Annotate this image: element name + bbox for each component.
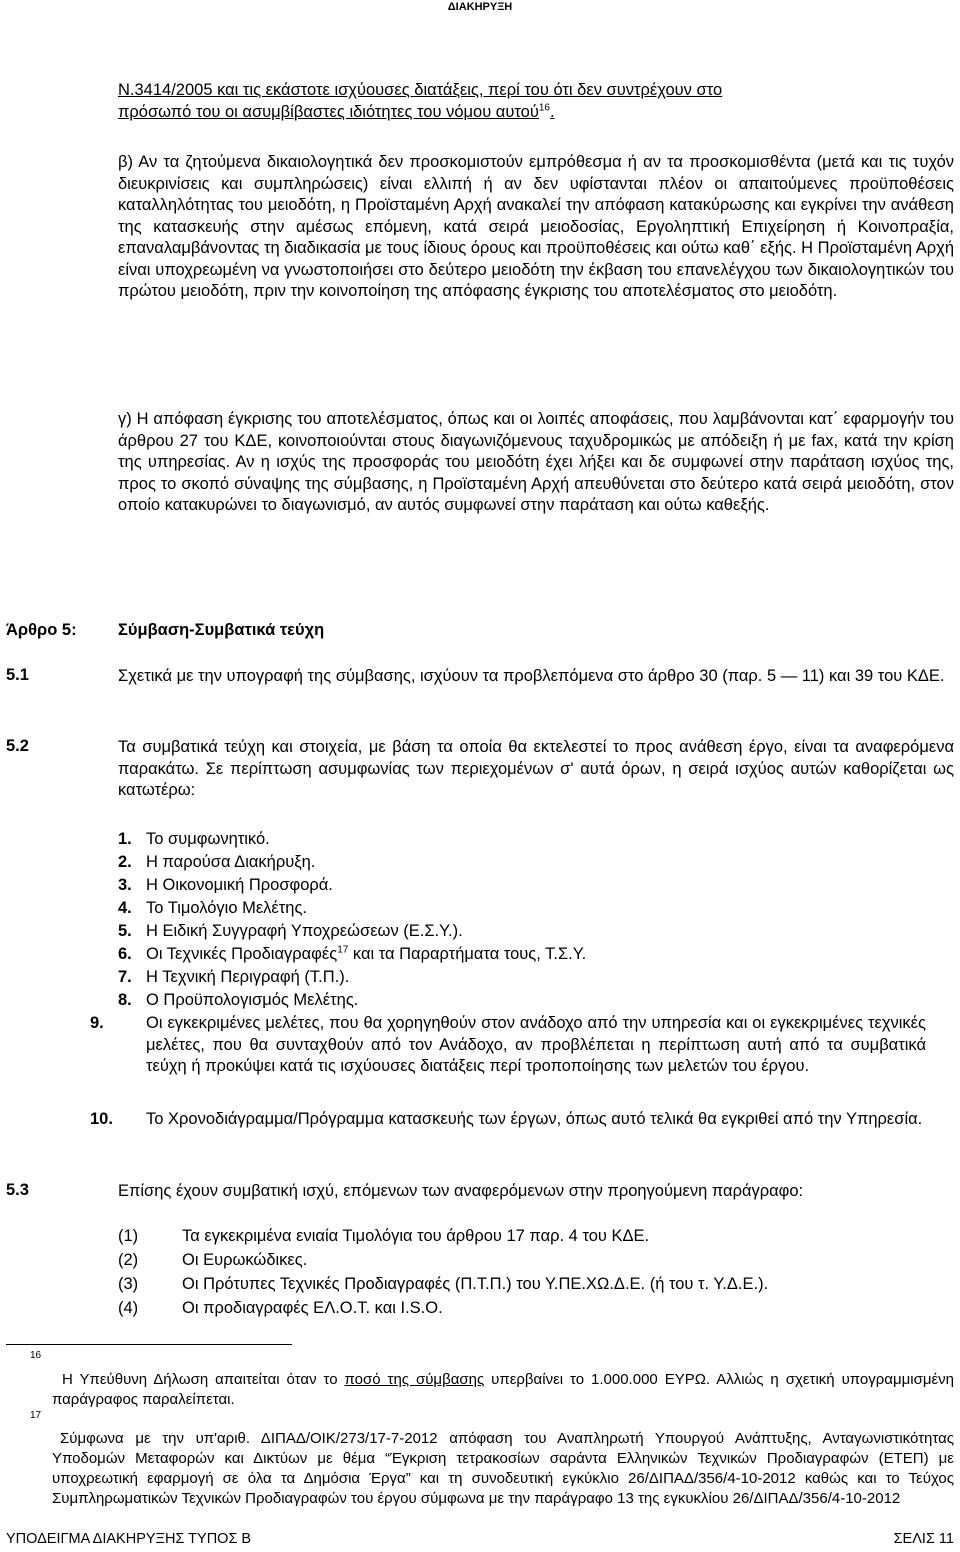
section-5-1-number: 5.1 (6, 666, 29, 684)
list-item: (2) Οι Ευρωκώδικες. (118, 1251, 308, 1269)
list-item: 5. Η Ειδική Συγγραφή Υποχρεώσεων (Ε.Σ.Υ.). (118, 922, 463, 940)
footnote-ref-17[interactable]: 17 (337, 944, 349, 956)
header-title: ΔΙΑΚΗΡΥΞΗ (447, 1, 513, 13)
list-item: 8. Ο Προϋπολογισμός Μελέτης. (118, 991, 359, 1009)
footnote-17: Σύμφωνα με την υπ'αριθ. ΔΙΠΑΔ/ΟΙΚ/273/17-7-2012 απόφαση του Αναπληρωτή Υπουργού Ανάπτυξης, Ανταγωνιστικότητας Υποδομών Μεταφορών και Δικτύων με θέμα “Έγκριση τετρακοσίων σαράντα Ελληνικών Τεχνικών Προδιαγραφών (ΕΤΕΠ) με υποχρεωτική εφαρμογή σε όλα τα Δημόσια Έργα” και τη συνοδευτική εγκύκλιο 26/ΔΙΠΑΔ/356/4-10-2012 καθώς και το Τεύχος Συμπληρωματικών Τεχνικών Προδιαγραφών του έργου σύμφωνα με την παράγραφο 13 της εγκυκλίου 26/ΔΙΠΑΔ/356/4-10-2012 (52, 1430, 954, 1507)
footer-left: ΥΠΟΔΕΙΓΜΑ ΔΙΑΚΗΡΥΞΗΣ ΤΥΠΟΣ Β (6, 1531, 252, 1547)
footnote-separator (6, 1344, 292, 1345)
list-item: (4) Οι προδιαγραφές ΕΛ.Ο.Τ. και I.S.O. (118, 1299, 443, 1317)
paragraph-c: γ) Η απόφαση έγκρισης του αποτελέσματος, όπως και οι λοιπές αποφάσεις, που λαμβάνονται κατ΄ εφαρμογήν του άρθρου 27 του ΚΔΕ, κοινοποιούνται στους διαγωνιζόμενους ταχυδρομικώς με απόδειξη ή με fax, κατά την κρίση της υπηρεσίας. Αν η ισχύς της προσφοράς του μειοδότη έχει λήξει και δε συμφωνεί στην παράταση ισχύος της, προς το σκοπό σύναψης της σύμβασης, η Προϊσταμένη Αρχή απευθύνεται στο δεύτερο κατά σειρά μειοδότη, στον οποίο κατακυρώνει το διαγωνισμό, αν αυτός συμφωνεί στην παράταση και ούτω καθεξής. (118, 410, 954, 514)
list-item: (1) Τα εγκεκριμένα ενιαία Τιμολόγια του άρθρου 17 παρ. 4 του ΚΔΕ. (118, 1227, 650, 1245)
footnote-ref-16[interactable]: 16 (538, 102, 550, 113)
footer-page-number: ΣΕΛΙΣ 11 (893, 1531, 954, 1547)
section-5-2-number: 5.2 (6, 737, 29, 755)
list-item: 6. Οι Τεχνικές Προδιαγραφές$^{17}$ και τα Παραρτήματα τους, Τ.Σ.Υ. (118, 944, 587, 963)
section-5-1-text: Σχετικά με την υπογραφή της σύμβασης, ισχύουν τα προβλεπόμενα στο άρθρο 30 (παρ. 5 — 11) και 39 του ΚΔΕ. (118, 667, 945, 685)
section-5-2-text: Τα συμβατικά τεύχη και στοιχεία, με βάση τα οποία θα εκτελεστεί το προς ανάθεση έργο, είναι τα αναφερόμενα παρακάτω. Σε περίπτωση ασυμφωνίας των περιεχομένων σ' αυτά όρων, η σειρά ισχύος αυτών καθορίζεται ως κατωτέρω: (118, 738, 954, 799)
paragraph-a-tail: Ν.3414/2005 και τις εκάστοτε ισχύουσες διατάξεις, περί του ότι δεν συντρέχουν στο πρόσωπό του οι ασυμβίβαστες ιδιότητες του νόμου αυτού$^{16}$. (118, 81, 723, 121)
para-a-line2: πρόσωπό του οι ασυμβίβαστες ιδιότητες του νόμου αυτού (118, 102, 539, 121)
page-header (0, 0, 960, 14)
list-item: 3. Η Οικονομική Προσφορά. (118, 876, 333, 894)
paragraph-b: β) Αν τα ζητούμενα δικαιολογητικά δεν προσκομιστούν εμπρόθεσμα ή αν τα προσκομισθέντα (μετά και τις τυχόν διευκρινίσεις και συμπληρώσεις) είναι ελλιπή ή αν δεν υφίστανται πλέον οι απαιτούμενες προϋποθέσεις καταλληλότητας του μειοδότη, η Προϊσταμένη Αρχή ανακαλεί την απόφαση κατακύρωσης και εγκρίνει την ανάθεση της κατασκευής στην αμέσως επόμενη, κατά σειρά μειοδοσίας, Εργοληπτική Επιχείρηση ή Κοινοπραξία, επαναλαμβάνοντας τη διαδικασία με τους ίδιους όρους και προϋποθέσεις και ούτω καθ΄ εξής. Η Προϊσταμένη Αρχή είναι υποχρεωμένη να γνωστοποιήσει στο δεύτερο μειοδότη την έκβαση του επανελέγχου των δικαιολογητικών του πρώτου μειοδότη, πριν την κοινοποίηση της απόφασης έγκρισης του αποτελέσματος στο μειοδότη. (118, 153, 954, 300)
footnote-16: Η Υπεύθυνη Δήλωση απαιτείται όταν το ποσό της σύμβασης υπερβαίνει το 1.000.000 ΕΥΡΩ. Αλλιώς η σχετική υπογραμμισμένη παράγραφος παραλείπεται. (52, 1371, 954, 1408)
list-item: 1. Το συμφωνητικό. (118, 830, 270, 848)
para-a-line1: Ν.3414/2005 και τις εκάστοτε ισχύουσες διατάξεις, περί του ότι δεν συντρέχουν στο (118, 81, 723, 99)
section-5-3-number: 5.3 (6, 1181, 29, 1199)
list-item: 4. Το Τιμολόγιο Μελέτης. (118, 899, 308, 917)
list-item: (3) Οι Πρότυπες Τεχνικές Προδιαγραφές (Π.Τ.Π.) του Υ.ΠΕ.ΧΩ.Δ.Ε. (ή του τ. Υ.Δ.Ε.). (118, 1275, 769, 1293)
list-item: 7. Η Τεχνική Περιγραφή (Τ.Π.). (118, 968, 350, 986)
list-item: 9. Οι εγκεκριμένες μελέτες, που θα χορηγηθούν στον ανάδοχο από την υπηρεσία και οι εγκεκριμένες τεχνικές μελέτες, που θα συνταχθούν από τον Ανάδοχο, αν προβλέπεται η περίπτωση αυτή από τα συμβατικά τεύχη ή προκύψει κατά τις ισχύουσες διατάξεις περί τροποποίησης των μελετών του έργου. (90, 1014, 926, 1075)
footnote-17-mark: 17 (30, 1410, 42, 1421)
article-title: Σύμβαση-Συμβατικά τεύχη (118, 621, 325, 639)
list-item: 2. Η παρούσα Διακήρυξη. (118, 853, 316, 871)
footnote-16-mark: 16 (30, 1350, 42, 1361)
section-5-3-text: Επίσης έχουν συμβατική ισχύ, επόμενων των αναφερόμενων στην προηγούμενη παράγραφο: (118, 1182, 804, 1200)
article-label: Άρθρο 5: (6, 621, 77, 639)
list-item: 10. Το Χρονοδιάγραμμα/Πρόγραμμα κατασκευής των έργων, όπως αυτό τελικά θα εγκριθεί από την Υπηρεσία. (90, 1110, 923, 1128)
